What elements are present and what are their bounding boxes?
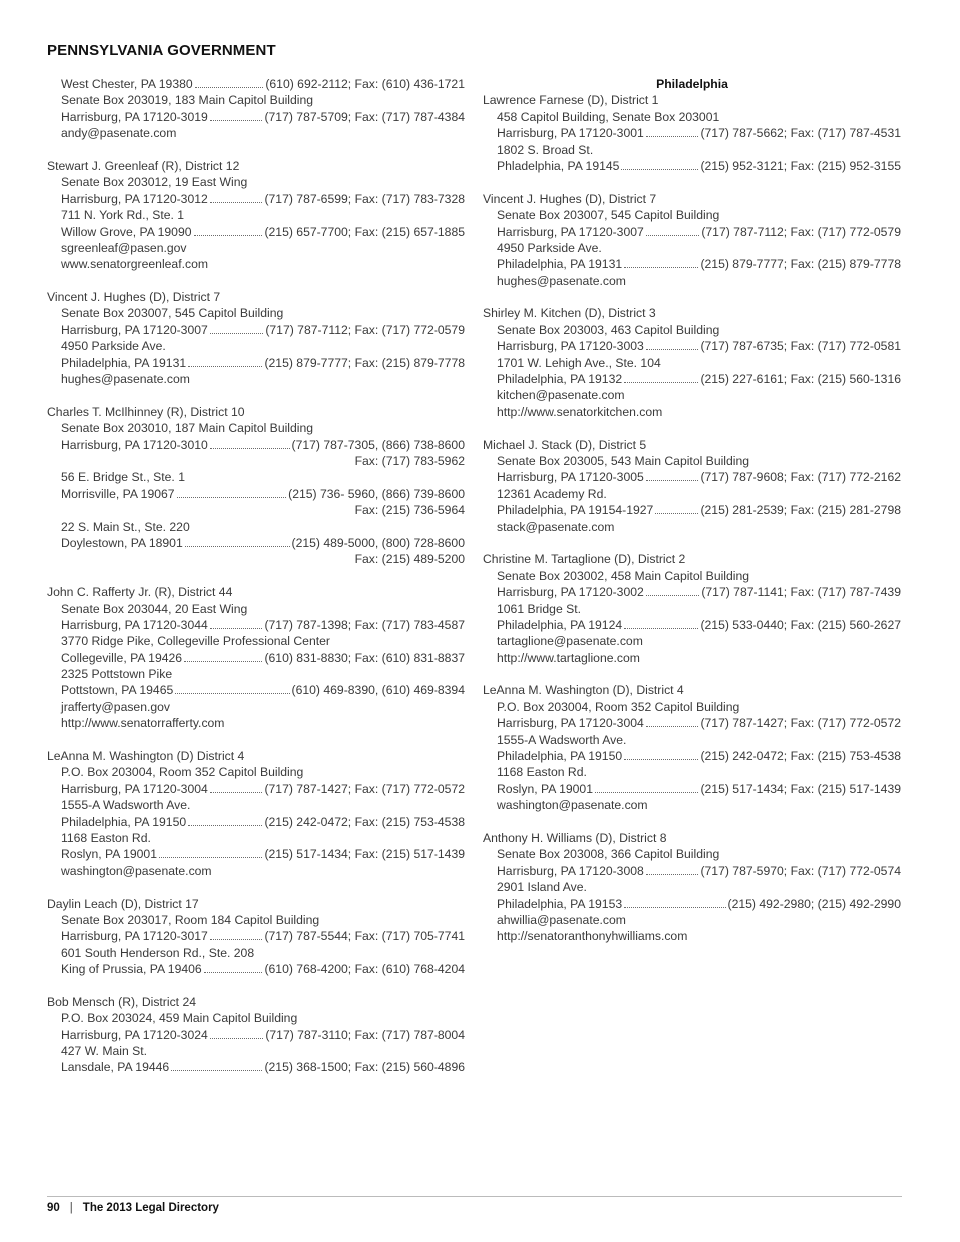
contact-line: [47, 322, 465, 338]
contact-line: [483, 158, 901, 174]
address-line: Senate Box 203008, 366 Capitol Building: [497, 847, 720, 862]
address-text: Harrisburg, PA 17120-3004: [61, 781, 208, 796]
directory-entry: [47, 76, 465, 142]
phone-fax-text: (717) 787-5709; Fax: (717) 787-4384: [264, 109, 465, 124]
dot-leader: [646, 349, 699, 350]
dot-leader: [194, 235, 263, 236]
dot-leader: [210, 792, 263, 793]
address-line: kitchen@pasenate.com: [497, 388, 625, 403]
address-text: Morrisville, PA 19067: [61, 486, 175, 501]
page-title: PENNSYLVANIA GOVERNMENT: [47, 42, 276, 59]
address-line: 711 N. York Rd., Ste. 1: [61, 208, 185, 223]
directory-entry: [47, 584, 465, 732]
left-column: [47, 76, 465, 1092]
address-text: Philadelphia, PA 19153: [497, 896, 623, 911]
dot-leader: [624, 907, 725, 908]
address-line: sgreenleaf@pasen.gov: [61, 240, 187, 255]
address-line: 1168 Easton Rd.: [497, 765, 587, 780]
address-text: Philadelphia, PA 19131: [497, 257, 623, 272]
address-text: Doylestown, PA 18901: [61, 535, 183, 550]
dot-leader: [171, 1070, 262, 1071]
contact-line: [47, 781, 465, 797]
contact-line: [483, 896, 901, 912]
senator-name: Michael J. Stack (D), District 5: [483, 437, 647, 452]
senator-name: LeAnna M. Washington (D), District 4: [483, 683, 684, 698]
phone-fax-text: (215) 227-6161; Fax: (215) 560-1316: [700, 372, 901, 387]
senator-name: Lawrence Farnese (D), District 1: [483, 93, 659, 108]
address-line: 2325 Pottstown Pike: [61, 667, 173, 682]
address-line: 4950 Parkside Ave.: [61, 339, 166, 354]
address-line: 1802 S. Broad St.: [497, 142, 594, 157]
contact-line: [483, 125, 901, 141]
address-text: Philadelphia, PA 19154-1927: [497, 503, 654, 518]
address-text: Harrisburg, PA 17120-3007: [61, 322, 208, 337]
address-line: tartaglione@pasenate.com: [497, 634, 643, 649]
phone-fax-text: (717) 787-7112; Fax: (717) 772-0579: [701, 224, 901, 239]
address-text: Philadelphia, PA 19131: [61, 355, 187, 370]
dot-leader: [177, 497, 287, 498]
address-line: andy@pasenate.com: [61, 126, 177, 141]
address-line: jrafferty@pasen.gov: [61, 699, 171, 714]
contact-line: [483, 371, 901, 387]
address-text: Philadelphia, PA 19132: [497, 372, 623, 387]
phone-fax-text: (215) 657-7700; Fax: (215) 657-1885: [264, 224, 465, 239]
address-text: Willow Grove, PA 19090: [61, 224, 192, 239]
dot-leader: [210, 628, 263, 629]
directory-entry: [483, 92, 901, 174]
address-line: 1701 W. Lehigh Ave., Ste. 104: [497, 355, 661, 370]
dot-leader: [595, 792, 698, 793]
dot-leader: [646, 595, 700, 596]
senator-name: Charles T. McIlhinney (R), District 10: [47, 404, 245, 419]
fax-line: Fax: (717) 783-5962: [354, 453, 465, 468]
address-text: Harrisburg, PA 17120-3001: [497, 126, 644, 141]
directory-entry: [47, 748, 465, 879]
contact-line: [47, 682, 465, 698]
dot-leader: [646, 874, 699, 875]
address-line: Senate Box 203044, 20 East Wing: [61, 601, 248, 616]
phone-fax-text: (215) 879-7777; Fax: (215) 879-7778: [700, 257, 901, 272]
address-line: P.O. Box 203004, Room 352 Capitol Building: [497, 699, 740, 714]
contact-line: [483, 617, 901, 633]
address-line: www.senatorgreenleaf.com: [61, 257, 208, 272]
contact-line: [47, 650, 465, 666]
address-line: washington@pasenate.com: [497, 798, 648, 813]
contact-line: [47, 1027, 465, 1043]
address-line: 601 South Henderson Rd., Ste. 208: [61, 945, 255, 960]
phone-fax-text: (717) 787-1427; Fax: (717) 772-0572: [264, 781, 465, 796]
address-text: Roslyn, PA 19001: [497, 781, 593, 796]
address-line: 22 S. Main St., Ste. 220: [61, 519, 190, 534]
address-line: Senate Box 203012, 19 East Wing: [61, 175, 248, 190]
address-line: http://www.senatorrafferty.com: [61, 716, 225, 731]
fax-line: Fax: (215) 489-5200: [354, 552, 465, 567]
contact-line: [47, 437, 465, 453]
address-text: Harrisburg, PA 17120-3003: [497, 339, 644, 354]
contact-line: [483, 256, 901, 272]
address-text: Philadelphia, PA 19150: [497, 749, 623, 764]
address-text: Harrisburg, PA 17120-3010: [61, 437, 208, 452]
contact-line: [47, 846, 465, 862]
dot-leader: [210, 1038, 264, 1039]
contact-line: [483, 715, 901, 731]
dot-leader: [624, 267, 698, 268]
publication-title: The 2013 Legal Directory: [82, 1202, 219, 1214]
address-line: Senate Box 203002, 458 Main Capitol Building: [497, 568, 750, 583]
address-line: http://www.tartaglione.com: [497, 650, 640, 665]
dot-leader: [210, 120, 263, 121]
phone-fax-text: (717) 787-5970; Fax: (717) 772-0574: [700, 863, 901, 878]
directory-entry: [483, 551, 901, 666]
phone-fax-text: (215) 489-5000, (800) 728-8600: [291, 535, 465, 550]
dot-leader: [210, 333, 264, 334]
phone-fax-text: (717) 787-5662; Fax: (717) 787-4531: [700, 126, 901, 141]
phone-fax-text: (717) 787-9608; Fax: (717) 772-2162: [700, 470, 901, 485]
address-text: Harrisburg, PA 17120-3008: [497, 863, 644, 878]
phone-fax-text: (610) 692-2112; Fax: (610) 436-1721: [265, 77, 465, 91]
dot-leader: [655, 513, 698, 514]
page-footer: [47, 1202, 219, 1214]
phone-fax-text: (717) 787-5544; Fax: (717) 705-7741: [264, 929, 465, 944]
dot-leader: [195, 87, 264, 88]
phone-fax-text: (717) 787-1398; Fax: (717) 783-4587: [264, 617, 465, 632]
address-line: Senate Box 203005, 543 Main Capitol Building: [497, 453, 750, 468]
directory-entry: [483, 305, 901, 420]
address-line: 1168 Easton Rd.: [61, 830, 151, 845]
contact-line: [47, 928, 465, 944]
contact-line: [483, 748, 901, 764]
contact-line: [47, 617, 465, 633]
footer-separator: |: [69, 1202, 73, 1214]
dot-leader: [624, 382, 698, 383]
address-text: Harrisburg, PA 17120-3024: [61, 1027, 208, 1042]
dot-leader: [210, 448, 290, 449]
senator-name: Vincent J. Hughes (D), District 7: [483, 191, 657, 206]
address-text: Lansdale, PA 19446: [61, 1060, 170, 1075]
phone-fax-text: (215) 492-2980; (215) 492-2990: [727, 896, 901, 911]
address-line: Senate Box 203007, 545 Capitol Building: [497, 208, 720, 223]
address-text: Philadelphia, PA 19150: [61, 814, 187, 829]
dot-leader: [624, 759, 698, 760]
address-line: stack@pasenate.com: [497, 519, 615, 534]
phone-fax-text: (215) 533-0440; Fax: (215) 560-2627: [700, 617, 901, 632]
dot-leader: [159, 857, 262, 858]
phone-fax-text: (610) 831-8830; Fax: (610) 831-8837: [264, 650, 465, 665]
address-text: Harrisburg, PA 17120-3019: [61, 109, 208, 124]
contact-line: [47, 191, 465, 207]
address-line: Senate Box 203019, 183 Main Capitol Building: [61, 93, 314, 108]
address-line: 1061 Bridge St.: [497, 601, 582, 616]
dot-leader: [188, 366, 262, 367]
contact-line: [47, 961, 465, 977]
address-line: washington@pasenate.com: [61, 863, 212, 878]
directory-entry: [47, 158, 465, 273]
dot-leader: [185, 546, 290, 547]
phone-fax-text: (717) 787-1141; Fax: (717) 787-7439: [701, 585, 901, 600]
address-line: 3770 Ridge Pike, Collegeville Professional Center: [61, 634, 330, 649]
fax-line: Fax: (215) 736-5964: [354, 503, 465, 518]
phone-fax-text: (215) 736- 5960, (866) 739-8600: [288, 486, 465, 501]
phone-fax-text: (717) 787-7305, (866) 738-8600: [291, 437, 465, 452]
right-column: [483, 76, 901, 961]
directory-entry: [47, 404, 465, 568]
address-text: Harrisburg, PA 17120-3005: [497, 470, 644, 485]
address-line: Senate Box 203003, 463 Capitol Building: [497, 322, 720, 337]
phone-fax-text: (717) 787-1427; Fax: (717) 772-0572: [700, 716, 901, 731]
directory-entry: [47, 994, 465, 1076]
contact-line: [483, 781, 901, 797]
contact-line: [483, 584, 901, 600]
contact-line: [47, 535, 465, 551]
phone-fax-text: (215) 952-3121; Fax: (215) 952-3155: [700, 158, 901, 173]
dot-leader: [621, 169, 698, 170]
contact-line: [47, 486, 465, 502]
senator-name: Vincent J. Hughes (D), District 7: [47, 290, 221, 305]
phone-fax-text: (610) 469-8390, (610) 469-8394: [291, 683, 465, 698]
contact-line: [47, 814, 465, 830]
senator-name: Christine M. Tartaglione (D), District 2: [483, 552, 686, 567]
dot-leader: [646, 726, 699, 727]
senator-name: Daylin Leach (D), District 17: [47, 896, 199, 911]
address-line: 12361 Academy Rd.: [497, 486, 607, 501]
address-text: Roslyn, PA 19001: [61, 847, 157, 862]
address-text: Harrisburg, PA 17120-3044: [61, 617, 208, 632]
dot-leader: [188, 825, 262, 826]
address-line: 56 E. Bridge St., Ste. 1: [61, 470, 185, 485]
address-text: Harrisburg, PA 17120-3007: [497, 224, 644, 239]
address-line: P.O. Box 203024, 459 Main Capitol Building: [61, 1011, 298, 1026]
directory-entry: [47, 896, 465, 978]
address-line: P.O. Box 203004, Room 352 Capitol Building: [61, 765, 304, 780]
dot-leader: [646, 480, 699, 481]
contact-line: [483, 502, 901, 518]
address-text: Philadelphia, PA 19124: [497, 617, 623, 632]
phone-fax-text: (717) 787-3110; Fax: (717) 787-8004: [265, 1027, 465, 1042]
phone-fax-text: (610) 768-4200; Fax: (610) 768-4204: [264, 962, 465, 977]
address-line: 427 W. Main St.: [61, 1044, 148, 1059]
address-line: ahwillia@pasenate.com: [497, 912, 626, 927]
dot-leader: [624, 628, 698, 629]
footer-divider: [47, 1196, 902, 1197]
contact-line: [47, 224, 465, 240]
directory-entry: [483, 682, 901, 813]
directory-entry: [483, 191, 901, 289]
address-text: Harrisburg, PA 17120-3004: [497, 716, 644, 731]
senator-name: John C. Rafferty Jr. (R), District 44: [47, 585, 233, 600]
senator-name: Stewart J. Greenleaf (R), District 12: [47, 158, 240, 173]
section-heading: Philadelphia: [656, 77, 728, 91]
address-line: 4950 Parkside Ave.: [497, 240, 602, 255]
dot-leader: [204, 972, 263, 973]
address-text: Phladelphia, PA 19145: [497, 158, 620, 173]
address-line: 1555-A Wadsworth Ave.: [497, 732, 627, 747]
address-text: King of Prussia, PA 19406: [61, 962, 202, 977]
address-line: hughes@pasenate.com: [61, 372, 190, 387]
phone-fax-text: (717) 787-6599; Fax: (717) 783-7328: [264, 191, 465, 206]
address-line: Senate Box 203007, 545 Capitol Building: [61, 306, 284, 321]
dot-leader: [210, 202, 263, 203]
address-line: http://www.senatorkitchen.com: [497, 404, 663, 419]
address-text: Harrisburg, PA 17120-3017: [61, 929, 208, 944]
address-line: 458 Capitol Building, Senate Box 203001: [497, 109, 720, 124]
address-line: 1555-A Wadsworth Ave.: [61, 798, 191, 813]
directory-entry: [47, 289, 465, 387]
dot-leader: [175, 693, 289, 694]
address-line: Senate Box 203010, 187 Main Capitol Building: [61, 421, 314, 436]
senator-name: Anthony H. Williams (D), District 8: [483, 830, 667, 845]
phone-fax-text: (215) 281-2539; Fax: (215) 281-2798: [700, 503, 901, 518]
address-text: West Chester, PA 19380: [61, 77, 193, 91]
phone-fax-text: (215) 879-7777; Fax: (215) 879-7778: [264, 355, 465, 370]
page-number: 90: [47, 1202, 60, 1214]
address-line: Senate Box 203017, Room 184 Capitol Building: [61, 912, 320, 927]
address-line: http://senatoranthonyhwilliams.com: [497, 929, 688, 944]
contact-line: [483, 863, 901, 879]
phone-fax-text: (717) 787-7112; Fax: (717) 772-0579: [265, 322, 465, 337]
senator-name: Bob Mensch (R), District 24: [47, 994, 196, 1009]
dot-leader: [184, 661, 262, 662]
phone-fax-text: (215) 242-0472; Fax: (215) 753-4538: [700, 749, 901, 764]
address-text: Harrisburg, PA 17120-3012: [61, 191, 208, 206]
dot-leader: [210, 939, 263, 940]
contact-line: [47, 1059, 465, 1075]
contact-line: [47, 109, 465, 125]
phone-fax-text: (717) 787-6735; Fax: (717) 772-0581: [700, 339, 901, 354]
phone-fax-text: (215) 242-0472; Fax: (215) 753-4538: [264, 814, 465, 829]
directory-entry: [483, 437, 901, 535]
contact-line: [483, 338, 901, 354]
contact-line: [483, 224, 901, 240]
address-text: Pottstown, PA 19465: [61, 683, 174, 698]
dot-leader: [646, 235, 700, 236]
dot-leader: [646, 136, 699, 137]
address-text: Collegeville, PA 19426: [61, 650, 183, 665]
contact-line: [47, 355, 465, 371]
senator-name: Shirley M. Kitchen (D), District 3: [483, 306, 656, 321]
phone-fax-text: (215) 368-1500; Fax: (215) 560-4896: [264, 1060, 465, 1075]
senator-name: LeAnna M. Washington (D) District 4: [47, 749, 245, 764]
directory-entry: [483, 830, 901, 945]
phone-fax-text: (215) 517-1434; Fax: (215) 517-1439: [264, 847, 465, 862]
contact-line: [47, 76, 465, 92]
phone-fax-text: (215) 517-1434; Fax: (215) 517-1439: [700, 781, 901, 796]
address-text: Harrisburg, PA 17120-3002: [497, 585, 644, 600]
contact-line: [483, 469, 901, 485]
address-line: 2901 Island Ave.: [497, 880, 587, 895]
address-line: hughes@pasenate.com: [497, 273, 626, 288]
